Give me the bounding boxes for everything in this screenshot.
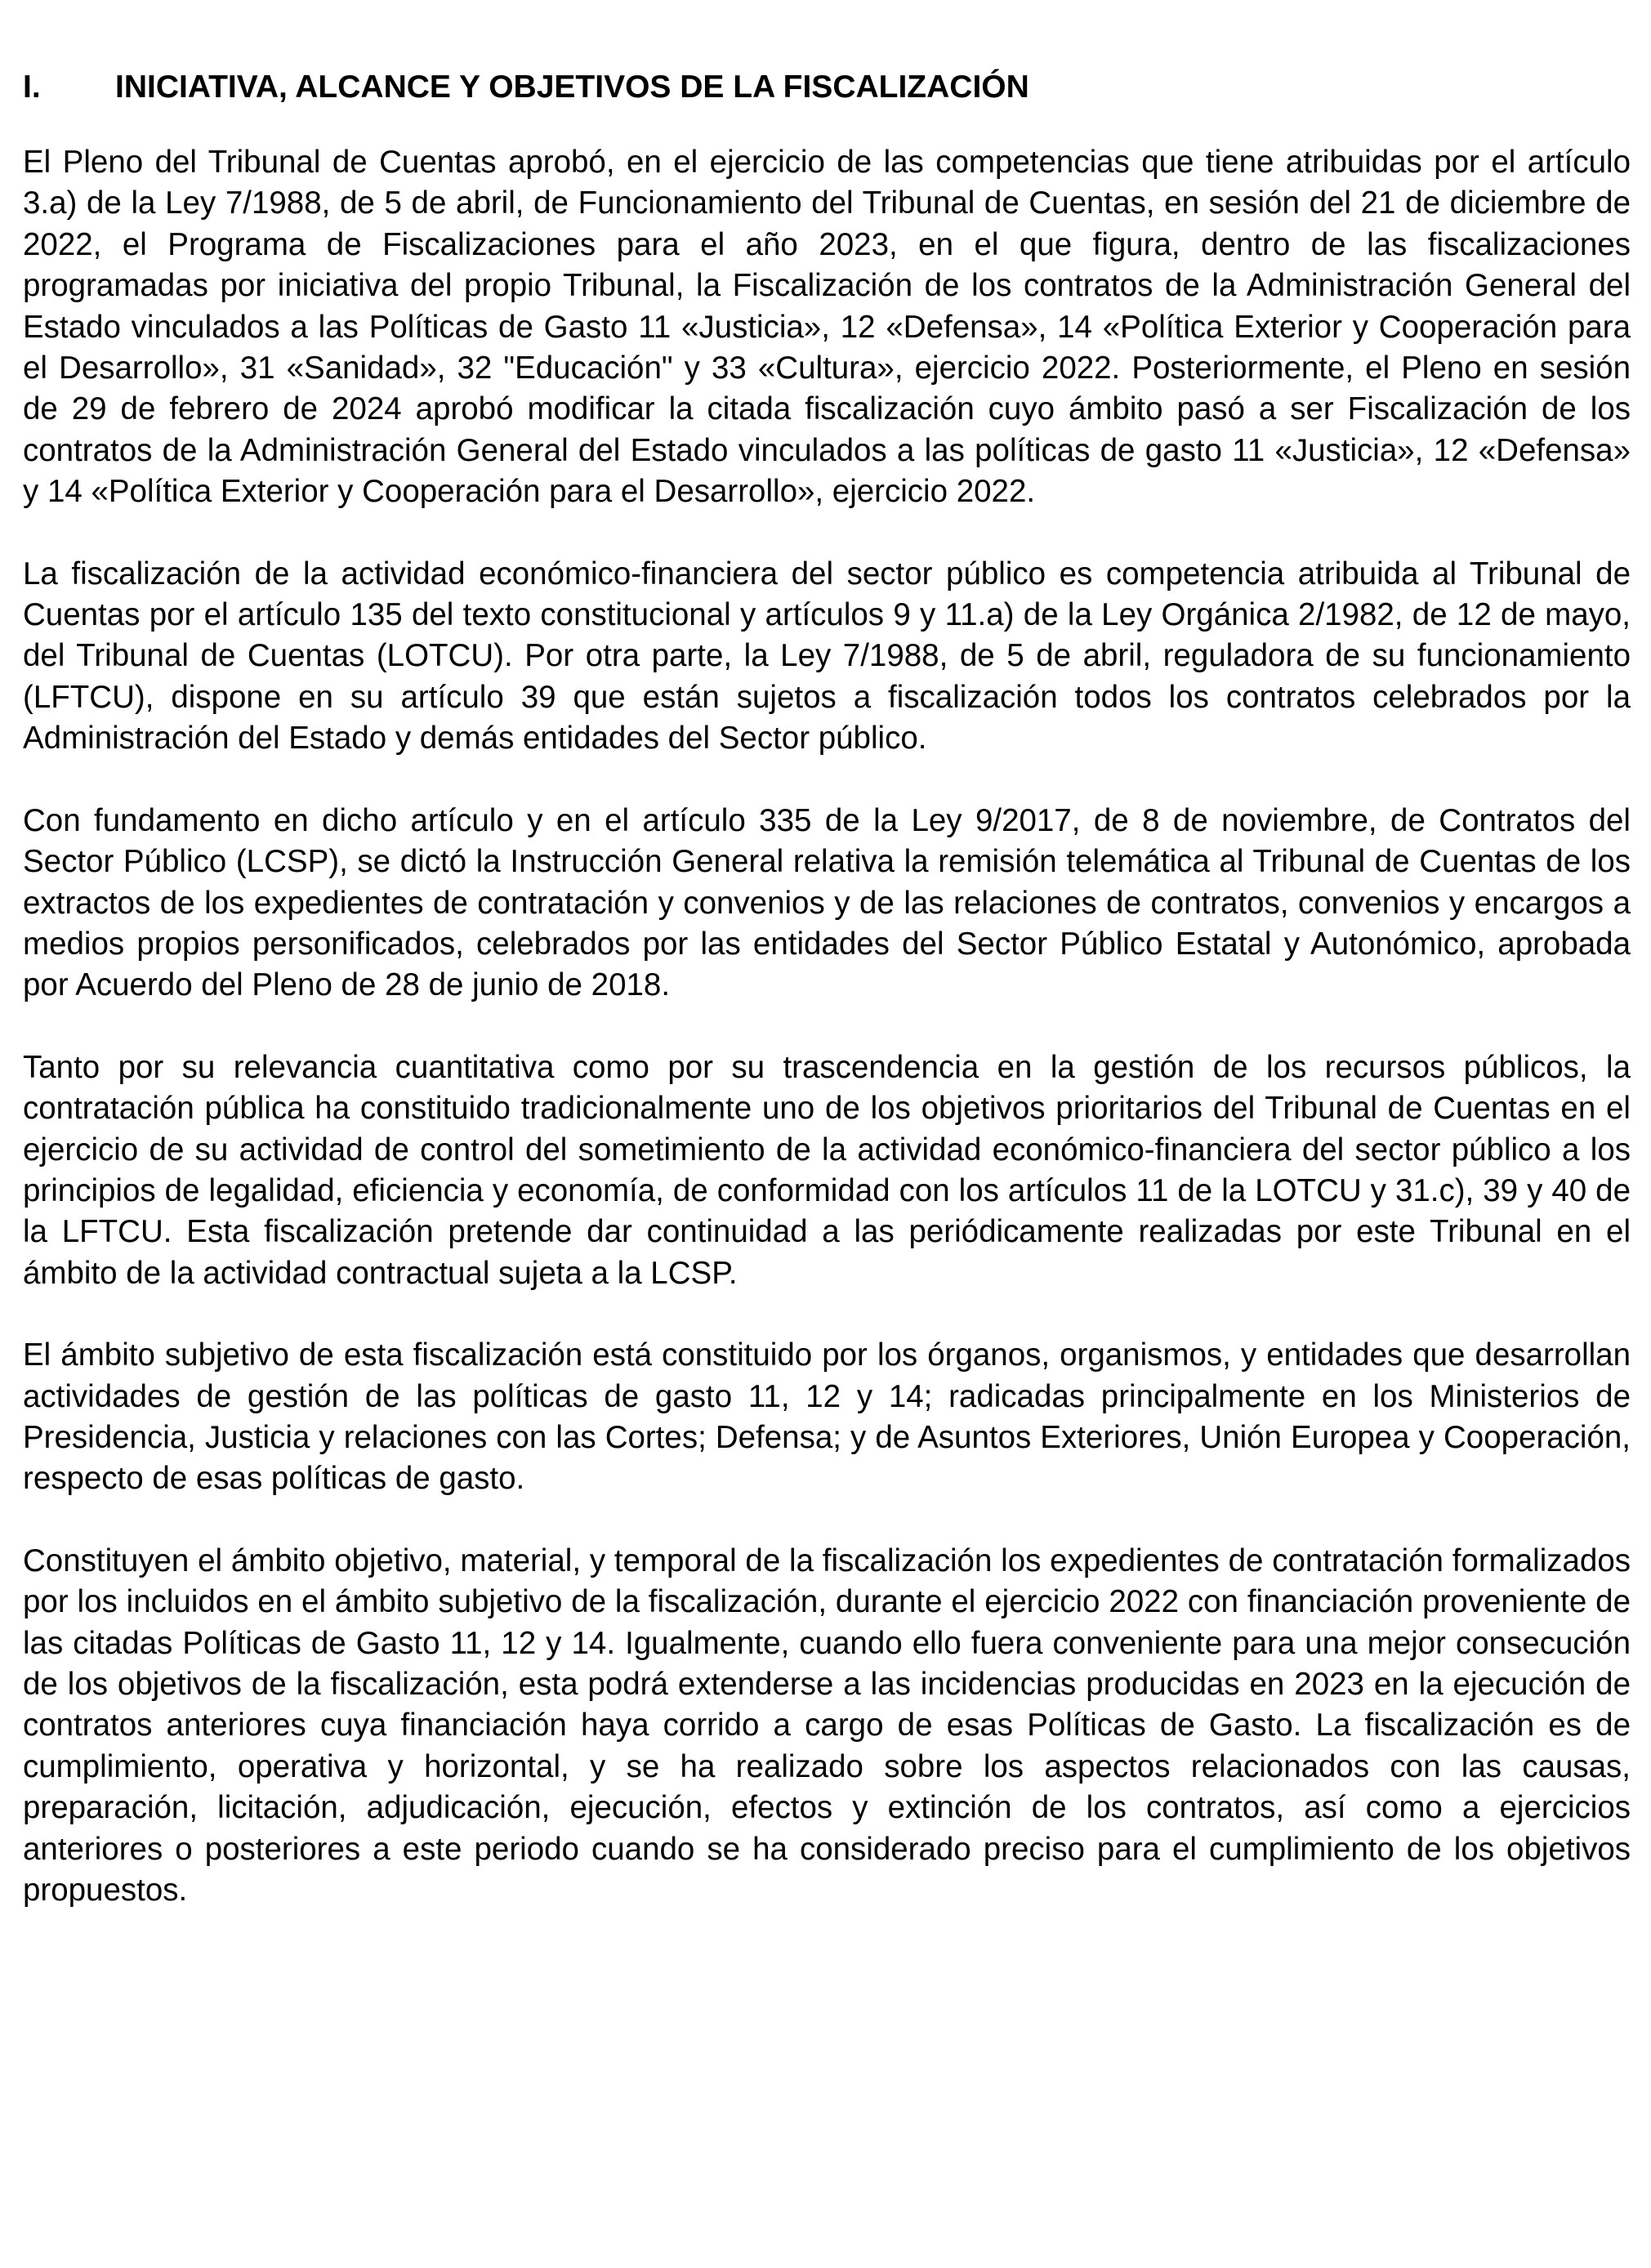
paragraph-ambito-subjetivo: El ámbito subjetivo de esta fiscalización está constituido por los órganos, organismos, y entidades que desarrollan actividades de gestión de las políticas de gasto 11, 12 y 14; radicadas principalmente en los Ministerios de Presidencia, Justicia y relaciones con las Cortes; Defensa; y de Asuntos Exteriores, Unión Europea y Cooperación, respecto de esas políticas de gasto. — [23, 1337, 1631, 1497]
paragraph-relevancia: Tanto por su relevancia cuantitativa como por su trascendencia en la gestión de los recursos públicos, la contratación pública ha constituido tradicionalmente uno de los objetivos prioritarios del Tribunal de Cuentas en el ejercicio de su actividad de control del sometimiento de la actividad económico-financiera del sector público a los principios de legalidad, eficiencia y economía, de conformidad con los artículos 11 de la LOTCU y 31.c), 39 y 40 de la LFTCU. Esta fiscalización pretende dar continuidad a las periódicamente realizadas por este Tribunal en el ámbito de la actividad contractual sujeta a la LCSP. — [23, 1049, 1631, 1291]
section-title: INICIATIVA, ALCANCE Y OBJETIVOS DE LA FISCALIZACIÓN — [115, 69, 1029, 105]
paragraph-competencia: La fiscalización de la actividad económico-financiera del sector público es competencia atribuida al Tribunal de Cuentas por el artículo 135 del texto constitucional y artículos 9 y 11.a) de la Ley Orgánica 2/1982, de 12 de mayo, del Tribunal de Cuentas (LOTCU). Por otra parte, la Ley 7/1988, de 5 de abril, reguladora de su funcionamiento (LFTCU), dispone en su artículo 39 que están sujetos a fiscalización todos los contratos celebrados por la Administración del Estado y demás entidades del Sector público. — [23, 556, 1631, 757]
section-number: I. — [23, 69, 41, 105]
section-heading — [23, 67, 1631, 108]
paragraph-iniciativa: El Pleno del Tribunal de Cuentas aprobó, en el ejercicio de las competencias que tiene atribuidas por el artículo 3.a) de la Ley 7/1988, de 5 de abril, de Funcionamiento del Tribunal de Cuentas, en sesión del 21 de diciembre de 2022, el Programa de Fiscalizaciones para el año 2023, en el que figura, dentro de las fiscalizaciones programadas por iniciativa del propio Tribunal, la Fiscalización de los contratos de la Administración General del Estado vinculados a las Políticas de Gasto 11 «Justicia», 12 «Defensa», 14 «Política Exterior y Cooperación para el Desarrollo», 31 «Sanidad», 32 "Educación" y 33 «Cultura», ejercicio 2022. Posteriormente, el Pleno en sesión de 29 de febrero de 2024 aprobó modificar la citada fiscalización cuyo ámbito pasó a ser Fiscalización de los contratos de la Administración General del Estado vinculados a las políticas de gasto 11 «Justicia», 12 «Defensa» y 14 «Política Exterior y Cooperación para el Desarrollo», ejercicio 2022. — [23, 145, 1631, 510]
paragraph-fundamento: Con fundamento en dicho artículo y en el artículo 335 de la Ley 9/2017, de 8 de noviembre, de Contratos del Sector Público (LCSP), se dictó la Instrucción General relativa la remisión telemática al Tribunal de Cuentas de los extractos de los expedientes de contratación y convenios y de las relaciones de contratos, convenios y encargos a medios propios personificados, celebrados por las entidades del Sector Público Estatal y Autonómico, aprobada por Acuerdo del Pleno de 28 de junio de 2018. — [23, 802, 1631, 1003]
document-page — [23, 67, 1631, 1952]
paragraph-ambito-objetivo: Constituyen el ámbito objetivo, material, y temporal de la fiscalización los expedientes de contratación formalizados por los incluidos en el ámbito subjetivo de la fiscalización, durante el ejercicio 2022 con financiación proveniente de las citadas Políticas de Gasto 11, 12 y 14. Igualmente, cuando ello fuera conveniente para una mejor consecución de los objetivos de la fiscalización, esta podrá extenderse a las incidencias producidas en 2023 en la ejecución de contratos anteriores cuya financiación haya corrido a cargo de esas Políticas de Gasto. La fiscalización es de cumplimiento, operativa y horizontal, y se ha realizado sobre los aspectos relacionados con las causas, preparación, licitación, adjudicación, ejecución, efectos y extinción de los contratos, así como a ejercicios anteriores o posteriores a este periodo cuando se ha considerado preciso para el cumplimiento de los objetivos propuestos. — [23, 1543, 1631, 1909]
